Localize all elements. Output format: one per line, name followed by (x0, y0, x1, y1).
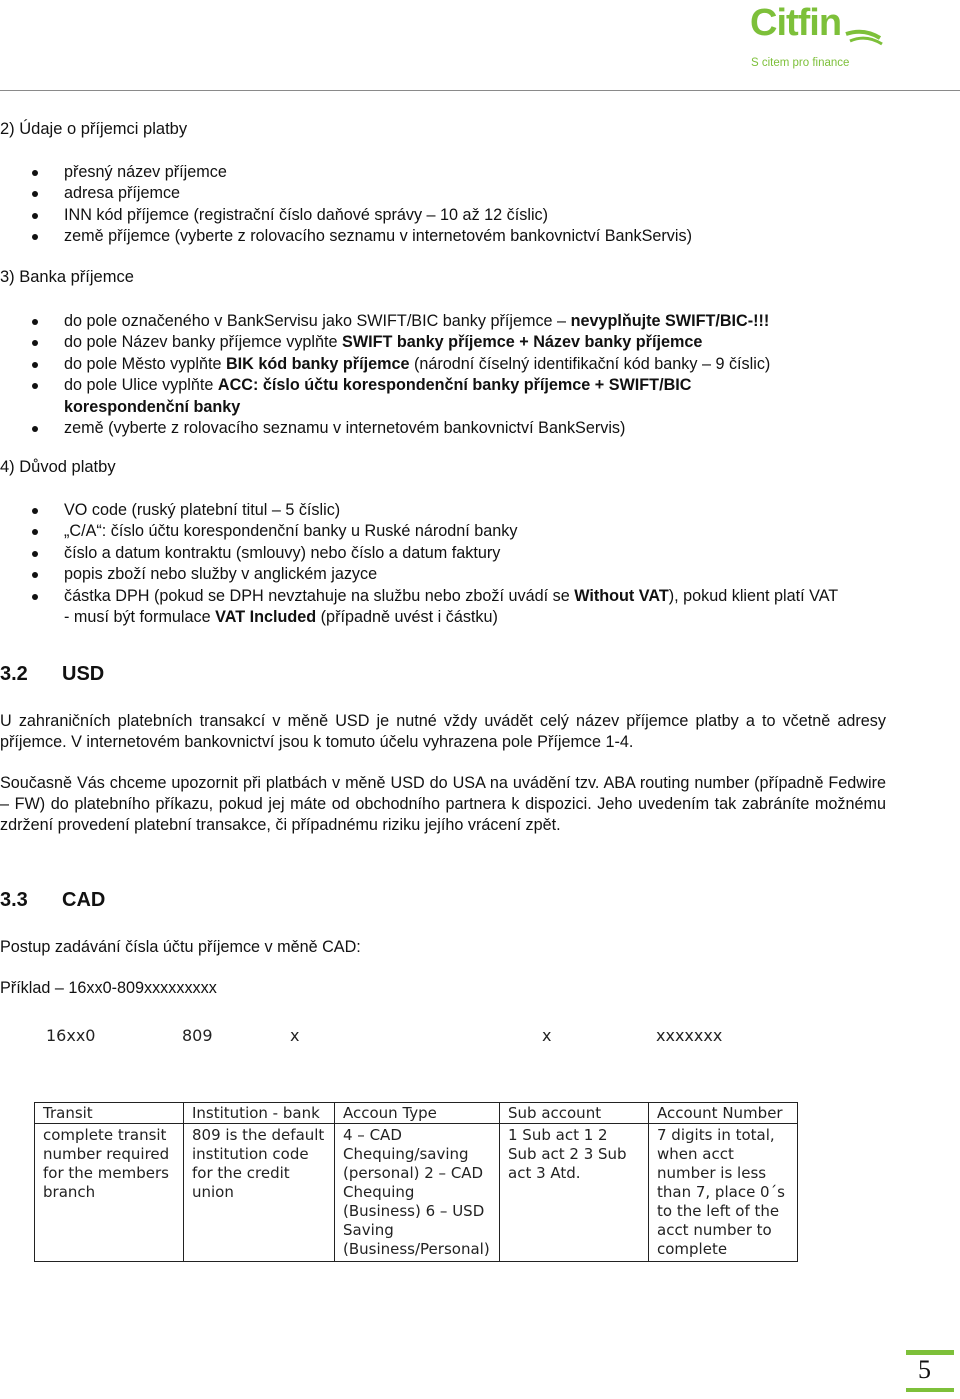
cad-heading: 3.3 CAD (0, 889, 106, 911)
list-item: do pole označeného v BankServisu jako SWIFT/BIC banky příjemce – nevyplňujte SWIFT/BIC-!!! (0, 311, 900, 332)
cad-example: Příklad – 16xx0-809xxxxxxxxx (0, 979, 217, 997)
table-cell: complete transit number required for the members branch (35, 1124, 184, 1262)
table-header-row (35, 1103, 798, 1124)
pattern-transit: 16xx0 (46, 1026, 96, 1045)
list-item: země příjemce (vyberte z rolovacího seznamu v internetovém bankovnictví BankServis) (0, 226, 900, 247)
list-item: číslo a datum kontraktu (smlouvy) nebo číslo a datum faktury (0, 543, 900, 564)
list-item: „C/A“: číslo účtu korespondenční banky u Ruské národní banky (0, 521, 900, 542)
table-cell: 4 – CAD Chequing/saving (personal) 2 – CAD Chequing (Business) 6 – USD Saving (Business/Personal) (335, 1124, 500, 1262)
table-cell: 809 is the default institution code for the credit union (184, 1124, 335, 1262)
list-item: do pole Město vyplňte BIK kód banky příjemce (národní číselný identifikační kód banky – 9 číslic) (0, 354, 900, 375)
usd-heading: 3.2 USD (0, 663, 105, 685)
table-row (35, 1124, 798, 1262)
recipient-list (0, 162, 900, 248)
pattern-institution: 809 (182, 1026, 213, 1045)
cad-intro: Postup zadávání čísla účtu příjemce v měně CAD: (0, 938, 361, 956)
table-header: Institution - bank (184, 1103, 335, 1124)
citfin-logo (746, 4, 886, 76)
reason-list (0, 500, 900, 628)
list-item: přesný název příjemce (0, 162, 900, 183)
header-divider (0, 90, 960, 91)
logo-wordmark: Citfin (750, 2, 842, 44)
list-item: do pole Název banky příjemce vyplňte SWIFT banky příjemce + Název banky příjemce (0, 332, 900, 353)
pattern-account: xxxxxxx (656, 1026, 723, 1045)
pattern-sub: x (542, 1026, 552, 1045)
section-2-heading: 2) Údaje o příjemci platby (0, 120, 188, 138)
usd-paragraph-1: U zahraničních platebních transakcí v měně USD je nutné vždy uvádět celý název příjemce platby a to včetně adresy příjemce. V internetovém bankovnictví jsou k tomuto účelu vyhrazena pole Příjemce 1-4. (0, 712, 886, 751)
table-header: Accoun Type (335, 1103, 500, 1124)
logo-tagline: S citem pro finance (751, 57, 850, 69)
list-item: částka DPH (pokud se DPH nevztahuje na službu nebo zboží uvádí se Without VAT), pokud klient platí VAT - musí být formulace VAT Included (případně uvést i částku) (0, 586, 900, 629)
bank-list (0, 311, 900, 439)
pattern-type: x (290, 1026, 300, 1045)
table-cell: 1 Sub act 1 2 Sub act 2 3 Sub act 3 Atd. (500, 1124, 649, 1262)
table-cell: 7 digits in total, when acct number is less than 7, place 0´s to the left of the acct number to complete (649, 1124, 798, 1262)
table-header: Transit (35, 1103, 184, 1124)
usd-paragraph-2: Současně Vás chceme upozornit při platbách v měně USD do USA na uvádění tzv. ABA routing number (případně Fedwire – FW) do platebního příkazu, pokud jej máte od obchodního partnera k dispozici. Jeho uvedením tak zabráníte možnému zdržení provedení platební transakce, či případnému riziku jejího vrácení zpět. (0, 774, 886, 834)
list-item: VO code (ruský platební titul – 5 číslic) (0, 500, 900, 521)
account-pattern (0, 1020, 960, 1060)
list-item: země (vyberte z rolovacího seznamu v internetovém bankovnictví BankServis) (0, 418, 900, 439)
list-item: popis zboží nebo služby v anglickém jazyce (0, 564, 900, 585)
list-item: do pole Ulice vyplňte ACC: číslo účtu korespondenční banky příjemce + SWIFT/BIC korespondenční banky (0, 375, 900, 418)
page-bar-bottom (906, 1388, 954, 1392)
cad-account-table (34, 1102, 798, 1262)
page-number-box (906, 1350, 954, 1392)
table-header: Sub account (500, 1103, 649, 1124)
list-item: adresa příjemce (0, 183, 900, 204)
section-4-heading: 4) Důvod platby (0, 458, 116, 476)
section-3-heading: 3) Banka příjemce (0, 268, 134, 286)
list-item: INN kód příjemce (registrační číslo daňové správy – 10 až 12 číslic) (0, 205, 900, 226)
table-header: Account Number (649, 1103, 798, 1124)
page-number: 5 (918, 1355, 931, 1384)
